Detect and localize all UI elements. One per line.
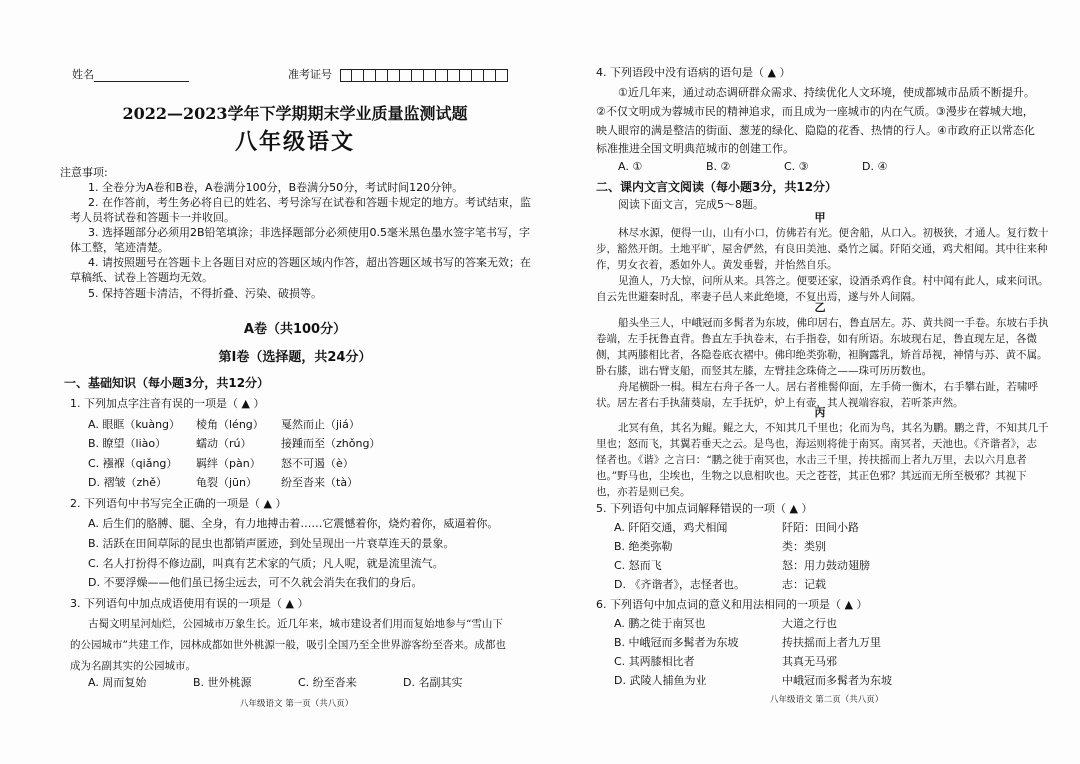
page-footer: 八年级语文 第二页（共八页） bbox=[770, 695, 884, 705]
section-a-heading: A卷（共100分） bbox=[243, 322, 347, 337]
q4-text-line: 标准推进全国文明典范城市的创建工作。 bbox=[596, 142, 794, 155]
q4-text-line: ①近几年来，通过动态调研群众需求、持续优化人文环境，使成都城市品质不断提升。 bbox=[618, 86, 1035, 99]
note-line: 2. 在作答前，考生务必将自已的姓名、考号涂写在试卷和答题卡规定的地方。考试结束，监 bbox=[88, 196, 531, 209]
exam-id-label: 准考证号 bbox=[288, 68, 332, 81]
passage-line: 舟尾横卧一楫。楫左右舟子各一人。居右者椎髻仰面，左手倚一衡木，右手攀右趾，若啸呼 bbox=[618, 381, 1038, 393]
passage-line: 状。居左者右手执蒲葵扇，左手抚炉，炉上有壶，其人视端容寂，若听茶声然。 bbox=[596, 397, 964, 409]
right-page bbox=[590, 0, 1050, 764]
q6-stem: 6. 下列语句中加点词的意义和用法相同的一项是（ ▲ ） bbox=[596, 598, 868, 611]
reading-intro: 阅读下面文言，完成5～8题。 bbox=[618, 198, 764, 211]
q3-text-line: 的公园城市”共建工作，园林成都如世外桃源一般，吸引全国乃至全世界游客纷至沓来。成都也 bbox=[70, 639, 506, 651]
q6-option-a: A. 鹏之徙于南冥也 大道之行也 bbox=[614, 617, 837, 630]
name-blank bbox=[94, 71, 189, 82]
passage-jia-label: 甲 bbox=[814, 211, 826, 224]
passage-line: 林尽水源，便得一山，山有小口，仿佛若有光。便舍船，从口入。初极狭，才通人。复行数十 bbox=[618, 227, 1049, 239]
exam-id-field bbox=[288, 68, 508, 82]
passage-bing-label: 丙 bbox=[814, 406, 826, 419]
q5-option-d: D. 《齐谐者》，志怪者也。 志：记载 bbox=[614, 578, 826, 591]
q4-options bbox=[618, 160, 887, 174]
note-line: 草稿纸、试卷上答题均无效。 bbox=[70, 271, 213, 284]
q5-option-c: C. 怒而飞 怒：用力鼓动翅膀 bbox=[614, 559, 870, 572]
q4-option-a: A. ① bbox=[618, 160, 643, 173]
q6-option-b: B. 中峨冠而多髯者为东坡 抟扶摇而上者九万里 bbox=[614, 636, 881, 649]
part1-heading: 一、基础知识（每小题3分，共12分） bbox=[64, 376, 270, 390]
note-line: 1. 全卷分为A卷和B卷，A卷满分100分，B卷满分50分，考试时间120分钟。 bbox=[88, 181, 464, 194]
passage-line: 北冥有鱼，其名为鲲。鲲之大，不知其几千里也；化而为鸟，其名为鹏。鹏之背，不知其几千 bbox=[618, 422, 1049, 434]
q4-text-line: ②不仅文明成为蓉城市民的精神追求，而且成为一座城市的内在气质。③漫步在蓉城大地， bbox=[596, 105, 1034, 118]
subject-title: 八年级语文 bbox=[234, 129, 355, 155]
passage-line: 也，亦若是则已矣。 bbox=[596, 486, 691, 498]
q3-text-line: 古蜀文明星河灿烂，公园城市万象生长。近几年来，城市建设者们用而复始地参与“雪山下 bbox=[88, 618, 503, 630]
q5-option-a: A. 阡陌交通，鸡犬相闻 阡陌：田间小路 bbox=[614, 521, 859, 534]
q1-option-b: B. 瞭望（liào） 蠕动（rú） 接踵而至（zhǒng） bbox=[88, 437, 381, 450]
note-line: 3. 选择题部分必须用2B铅笔填涂；非选择题部分必须使用0.5毫米黑色墨水签字笔书写，字 bbox=[88, 226, 531, 239]
section-1-heading: 第Ⅰ卷（选择题，共24分） bbox=[218, 350, 372, 365]
q3-option-d: D. 名副其实 bbox=[403, 676, 463, 689]
exam-id-boxes bbox=[340, 69, 508, 82]
passage-line: 见渔人，乃大惊，问所从来。具答之。便要还家，设酒杀鸡作食。村中闻有此人，咸来问讯。 bbox=[618, 275, 1049, 287]
passage-line: 怪者也。《谐》之言曰：“鹏之徙于南冥也，水击三千里，抟扶摇而上者九万里，去以六月息者 bbox=[596, 454, 1027, 466]
passage-line: 步，豁然开朗。土地平旷，屋舍俨然，有良田美池、桑竹之属。阡陌交通，鸡犬相闻。其中往来种 bbox=[596, 243, 1048, 255]
q5-option-b: B. 绝类弥勒 类：类别 bbox=[614, 540, 826, 553]
page-footer: 八年级语文 第一页（共八页） bbox=[240, 699, 354, 709]
passage-line: 侧，其两膝相比者，各隐卷底衣褶中。佛印绝类弥勒，袒胸露乳，矫首昂视，神情与苏、黄不属。 bbox=[596, 349, 1048, 361]
q6-option-d: D. 武陵人捕鱼为业 中峨冠而多髯者为东坡 bbox=[614, 674, 892, 687]
passage-line: 卷端，左手抚鲁直背。鲁直左手执卷末，右手指卷，如有所语。东坡现右足，鲁直现左足，各微 bbox=[596, 333, 1037, 345]
q3-options bbox=[88, 676, 462, 690]
q2-option-b: B. 活跃在田间草际的昆虫也都销声匿迹，到处呈现出一片衰草连天的景象。 bbox=[88, 537, 455, 550]
passage-line: 里也；怒而飞，其翼若垂天之云。是鸟也，海运则将徙于南冥。南冥者，天池也。《齐谐者》，志 bbox=[596, 438, 1037, 450]
passage-line: 自云先世避秦时乱，率妻子邑人来此绝境，不复出焉，遂与外人间隔。 bbox=[596, 291, 922, 303]
exam-title: 2022—2023学年下学期期末学业质量监测试题 bbox=[122, 104, 468, 123]
q4-option-b: B. ② bbox=[706, 160, 731, 173]
q3-option-b: B. 世外桃源 bbox=[193, 676, 252, 689]
notes-heading: 注意事项: bbox=[60, 166, 108, 179]
note-line: 体工整，笔迹清楚。 bbox=[70, 241, 169, 254]
name-label: 姓名 bbox=[72, 68, 94, 81]
q4-option-d: D. ④ bbox=[862, 160, 888, 173]
q2-option-d: D. 不要浮燥——他们虽已扬尘远去，可不久就会消失在我们的身后。 bbox=[88, 576, 423, 589]
q3-text-line: 成为名副其实的公园城市。 bbox=[70, 660, 196, 672]
q1-option-c: C. 襁褓（qiǎng） 羁绊（pàn） 怒不可遏（è） bbox=[88, 457, 354, 470]
q6-option-c: C. 其两膝相比者 其真无马邪 bbox=[614, 655, 837, 668]
note-line: 考人员将试卷和答题卡一并收回。 bbox=[70, 211, 235, 224]
part2-heading: 二、课内文言文阅读（每小题3分，共12分） bbox=[596, 180, 838, 194]
q3-option-c: C. 纷至沓来 bbox=[298, 676, 357, 689]
q2-stem: 2. 下列语句中书写完全正确的一项是（ ▲ ） bbox=[70, 497, 287, 510]
note-line: 5. 保持答题卡清洁，不得折叠、污染、破损等。 bbox=[88, 287, 322, 300]
q3-option-a: A. 周而复始 bbox=[88, 676, 147, 689]
passage-line: 船头坐三人，中峨冠而多髯者为东坡，佛印居右，鲁直居左。苏、黄共阅一手卷。东坡右手执 bbox=[618, 317, 1049, 329]
note-line: 4. 请按照题号在答题卡上各题目对应的答题区域内作答，超出答题区域书写的答案无效；在 bbox=[88, 256, 531, 269]
left-page bbox=[60, 0, 530, 764]
passage-line: 卧右膝，诎右臂支船，而竖其左膝，左臂挂念珠倚之——珠可历历数也。 bbox=[596, 365, 932, 377]
q5-stem: 5. 下列语句中加点词解释错误的一项（ ▲ ） bbox=[596, 502, 813, 515]
passage-line: 作，男女衣着，悉如外人。黄发垂髫，并怡然自乐。 bbox=[596, 259, 838, 271]
q2-option-a: A. 后生们的胳膊、腿、全身，有力地搏击着……它震憾着你，烧灼着你，威逼着你。 bbox=[88, 517, 499, 530]
q1-option-a: A. 眼眶（kuàng） 棱角（léng） 戛然而止（jiá） bbox=[88, 418, 360, 431]
q4-stem: 4. 下列语段中没有语病的语句是（ ▲ ） bbox=[596, 66, 791, 79]
q3-stem: 3. 下列语句中加点成语使用有误的一项是（ ▲ ） bbox=[70, 597, 309, 610]
passage-line: 也。”野马也，尘埃也，生物之以息相吹也。天之苍苍，其正色邪？其远而无所至极邪？其视下 bbox=[596, 470, 1027, 482]
name-field bbox=[72, 68, 189, 82]
q1-option-d: D. 褶皱（zhě） 龟裂（jūn） 纷至沓来（tà） bbox=[88, 476, 359, 489]
q2-option-c: C. 名人打扮得不修边副，叫真有艺术家的气质；凡人呢，就是流里流气。 bbox=[88, 557, 444, 570]
q4-text-line: 映人眼帘的满是整洁的街面、葱茏的绿化、隐隐的花香、热情的行人。④市政府正以常态化 bbox=[596, 124, 1035, 137]
q1-stem: 1. 下列加点字注音有误的一项是（ ▲ ） bbox=[70, 397, 265, 410]
passage-yi-label: 乙 bbox=[814, 301, 826, 314]
q4-option-c: C. ③ bbox=[784, 160, 809, 173]
